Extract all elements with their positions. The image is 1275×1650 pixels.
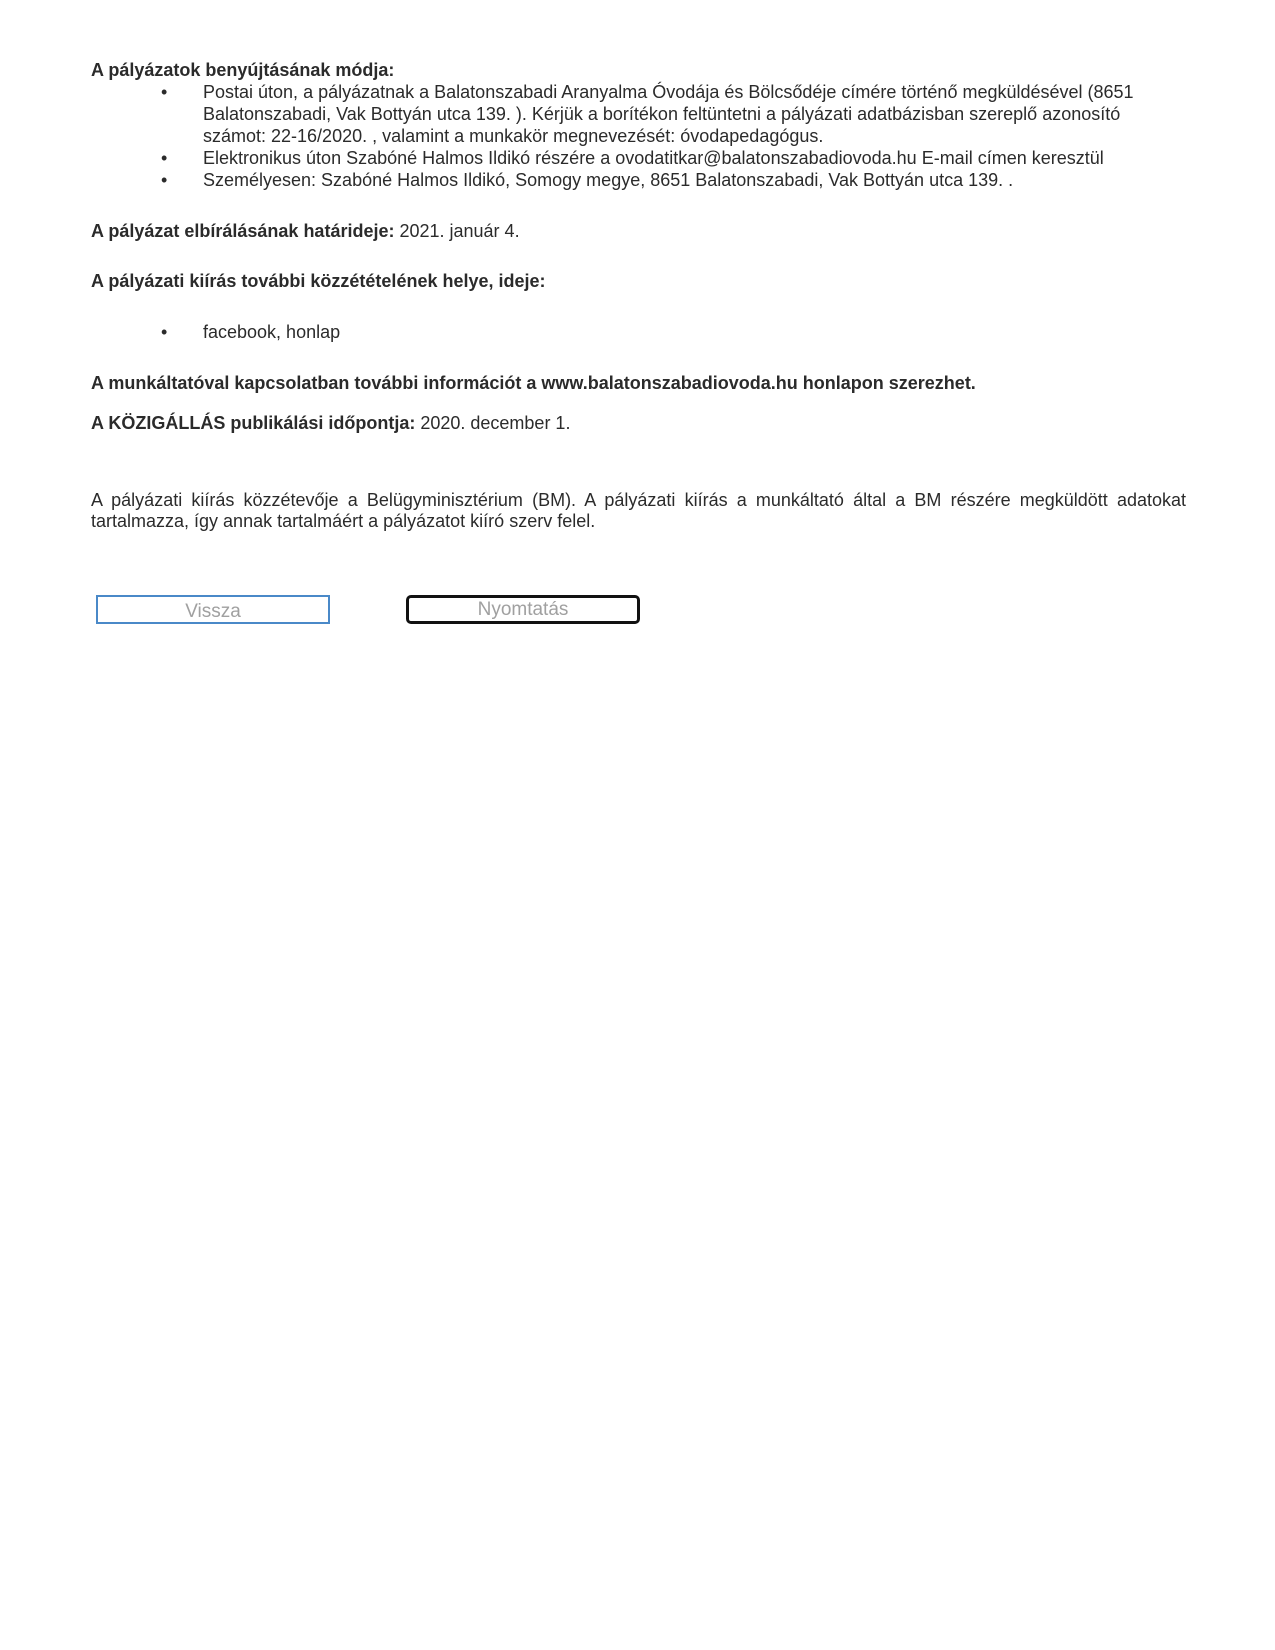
- employer-info: A munkáltatóval kapcsolatban további információt a www.balatonszabadiovoda.hu honlapon szerezhet.: [91, 373, 976, 393]
- kozigallas-row: [91, 412, 1186, 434]
- submission-item-electronic: [161, 147, 1186, 169]
- publication-item: [161, 321, 1186, 343]
- deadline-value: 2021. január 4.: [394, 221, 520, 241]
- submission-item-text: Elektronikus úton Szabóné Halmos Ildikó részére a ovodatitkar@balatonszabadiovoda.hu E-mail címen keresztül: [203, 148, 1104, 168]
- deadline-label: A pályázat elbírálásának határideje:: [91, 221, 395, 241]
- submission-list: [91, 81, 1186, 191]
- submission-item-text: Személyesen: Szabóné Halmos Ildikó, Somogy megye, 8651 Balatonszabadi, Vak Bottyán utca 139. .: [203, 170, 1014, 190]
- document-body: [91, 60, 1186, 532]
- publication-list: [91, 321, 1186, 343]
- submission-item-text: Postai úton, a pályázatnak a Balatonszabadi Aranyalma Óvodája és Bölcsődéje címére történő megküldésével (8651 Balatonszabadi, Vak Bottyán utca 139. ). Kérjük a borítékon feltüntetni a pályázati adatbázisban szereplő azonosító számot: 22-16/2020. , valamint a munkakör megnevezését: óvodapedagógus.: [203, 82, 1134, 146]
- bullet-icon: •: [161, 322, 168, 342]
- submission-heading: A pályázatok benyújtásának módja:: [91, 60, 395, 80]
- submission-section: [91, 60, 1186, 191]
- back-button[interactable]: Vissza: [96, 595, 330, 624]
- bullet-icon: •: [161, 170, 168, 190]
- publication-heading: A pályázati kiírás további közzétételének helye, ideje:: [91, 271, 546, 291]
- action-buttons: [96, 595, 696, 627]
- kozigallas-value: 2020. december 1.: [415, 413, 571, 433]
- kozigallas-label: A KÖZIGÁLLÁS publikálási időpontja:: [91, 413, 416, 433]
- print-button[interactable]: Nyomtatás: [406, 595, 640, 624]
- publication-item-text: facebook, honlap: [203, 322, 341, 342]
- publisher-notice: A pályázati kiírás közzétevője a Belügyminisztérium (BM). A pályázati kiírás a munkáltató által a BM részére megküldött adatokat tartalmazza, így annak tartalmáért a pályázatot kiíró szerv felel.: [91, 490, 1186, 531]
- bullet-icon: •: [161, 82, 168, 102]
- deadline-row: [91, 220, 1186, 242]
- submission-item-personal: [161, 169, 1186, 191]
- bullet-icon: •: [161, 148, 168, 168]
- submission-item-postal: [161, 81, 1186, 147]
